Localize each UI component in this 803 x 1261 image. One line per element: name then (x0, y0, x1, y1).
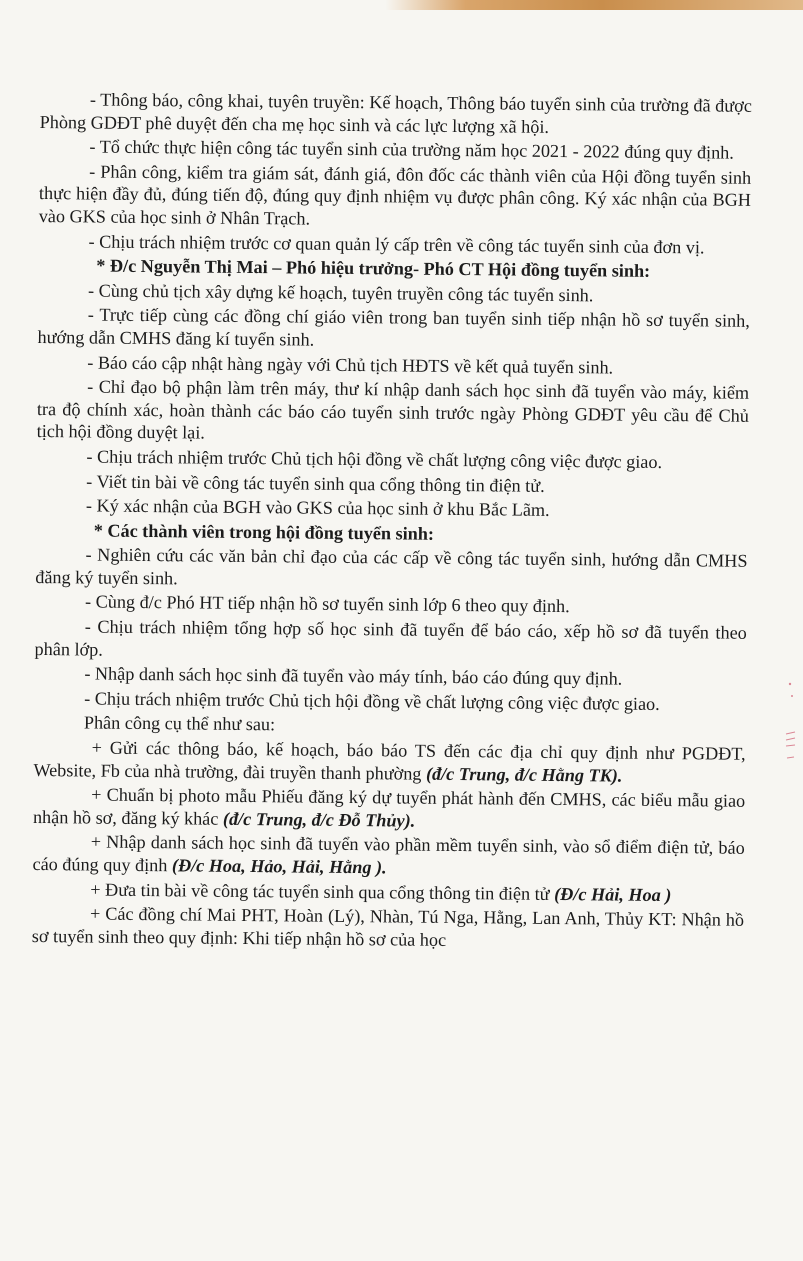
paragraph: - Thông báo, công khai, tuyên truyền: Kế hoạch, Thông báo tuyển sinh của trường đã được Phòng GDĐT phê duyệt đến cha mẹ học sinh và các lực lượng xã hội. (39, 89, 752, 137)
paragraph: - Nhập danh sách học sinh đã tuyển vào máy tính, báo cáo đúng quy định. (84, 663, 623, 689)
paragraph: - Tổ chức thực hiện công tác tuyển sinh của trường năm học 2021 - 2022 đúng quy định. (89, 136, 734, 163)
assignment-assignees: (Đ/c Hoa, Hảo, Hải, Hằng ). (171, 855, 387, 878)
paragraph: - Chịu trách nhiệm trước Chủ tịch hội đồng về chất lượng công việc được giao. (84, 688, 660, 714)
section-heading-members: * Các thành viên trong hội đồng tuyển sinh: (93, 520, 435, 544)
paragraph: - Chịu trách nhiệm trước cơ quan quản lý cấp trên về công tác tuyển sinh của đơn vị. (88, 231, 705, 257)
paragraph: - Chịu trách nhiệm tổng hợp số học sinh đã tuyển để báo cáo, xếp hồ sơ đã tuyển theo phân lớp. (34, 616, 747, 660)
paragraph: - Cùng đ/c Phó HT tiếp nhận hồ sơ tuyển sinh lớp 6 theo quy định. (84, 591, 570, 617)
page-top-edge (0, 0, 803, 10)
assignment-assignees: (Đ/c Hải, Hoa ) (554, 883, 672, 905)
assignment-text: + Chuẩn bị photo mẫu Phiếu đăng ký dự tuyển phát hành đến CMHS, các biểu mẫu giao nhận hồ sơ, đăng ký khác (32, 784, 746, 829)
assignment-text: + Gửi các thông báo, kế hoạch, báo báo TS đến các địa chỉ quy định như PGDĐT, Website, Fb của nhà trường, đài truyền thanh phường (33, 737, 746, 784)
assignment-item (32, 830, 744, 882)
assignment-text: + Đưa tin bài về công tác tuyển sinh qua cổng thông tin điện tử (90, 879, 550, 904)
section-heading-vice-principal: * Đ/c Nguyễn Thị Mai – Phó hiệu trưởng- Phó CT Hội đồng tuyển sinh: (96, 255, 651, 282)
paragraph: - Ký xác nhận của BGH vào GKS của học sinh ở khu Bắc Lãm. (85, 495, 550, 521)
paragraph: - Cùng chủ tịch xây dựng kế hoạch, tuyên truyền công tác tuyển sinh. (87, 280, 594, 306)
stamp-bleed-icon (783, 676, 797, 766)
assignment-text: + Nhập danh sách học sinh đã tuyển vào phần mềm tuyển sinh, vào sổ điểm điện tử, báo cáo đúng quy định (32, 831, 745, 876)
margin-stamp-marks (783, 676, 797, 766)
assignment-item: + Các đồng chí Mai PHT, Hoàn (Lý), Nhàn, Tú Nga, Hằng, Lan Anh, Thủy KT: Nhận hồ sơ tuyển sinh theo quy định: Khi tiếp nhận hồ sơ của học (31, 903, 745, 950)
assignment-item (33, 736, 745, 788)
paragraph: - Báo cáo cập nhật hàng ngày với Chủ tịch HĐTS về kết quả tuyển sinh. (87, 351, 614, 378)
document-body (32, 88, 752, 956)
paragraph: - Chỉ đạo bộ phận làm trên máy, thư kí nhập danh sách học sinh đã tuyển vào máy, kiểm tra độ chính xác, hoàn thành các báo cáo tuyển sinh trước ngày Phòng GDĐT yêu cầu để Chủ tịch hội đồng duyệt lại. (36, 376, 750, 443)
paragraph: - Phân công, kiểm tra giám sát, đánh giá, đôn đốc các thành viên của Hội đồng tuyển sinh thực hiện đầy đủ, đúng tiến độ, đúng quy định nhiệm vụ được phân công. Ký xác nhận của BGH vào GKS của học sinh ở Nhân Trạch. (38, 161, 752, 229)
paragraph: - Nghiên cứu các văn bản chỉ đạo của các cấp về công tác tuyển sinh, hướng dẫn CMHS đăng ký tuyển sinh. (35, 544, 748, 589)
paragraph: - Trực tiếp cùng các đồng chí giáo viên trong ban tuyển sinh tiếp nhận hồ sơ tuyển sinh, hướng dẫn CMHS đăng kí tuyển sinh. (37, 304, 750, 350)
paragraph: Phân công cụ thể như sau: (83, 712, 276, 735)
assignment-assignees: (đ/c Trung, đ/c Hằng TK). (425, 763, 623, 786)
paragraph: - Chịu trách nhiệm trước Chủ tịch hội đồng về chất lượng công việc được giao. (86, 446, 663, 472)
assignment-assignees: (đ/c Trung, đ/c Đỗ Thủy). (222, 808, 416, 831)
paragraph: - Viết tin bài về công tác tuyển sinh qua cổng thông tin điện tử. (86, 470, 545, 496)
assignment-item (33, 783, 745, 835)
